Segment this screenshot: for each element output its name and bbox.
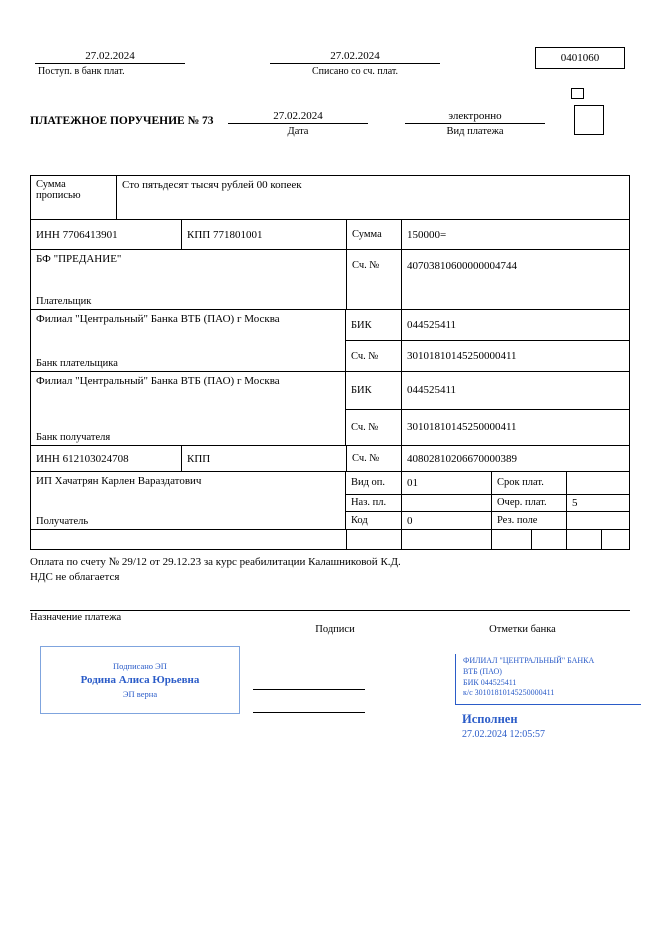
payment-kind-label: Вид платежа: [446, 126, 504, 137]
sum-label: Сумма: [346, 220, 401, 249]
debited-date-label: Списано со сч. плат.: [311, 66, 399, 77]
receiver-acc: 40802810206670000389: [401, 446, 629, 471]
receiver-kpp: КПП: [181, 446, 346, 471]
receiver-inn: ИНН 612103024708: [36, 452, 129, 465]
bank-marks-label: Отметки банка: [489, 624, 556, 635]
receiver-bank-acc-label: Сч. №: [350, 421, 379, 433]
purpose-caption-block: [30, 610, 630, 623]
ocher-plat-label: Очер. плат.: [491, 495, 566, 512]
payer-bank-row: [31, 309, 629, 371]
signer-name: Родина Алиса Юрьевна: [80, 674, 200, 686]
payer-acc-label: Сч. №: [346, 250, 401, 309]
payer-inn-row: [31, 219, 629, 249]
payer-row: [31, 249, 629, 309]
document-date-label: Дата: [287, 126, 309, 137]
operation-grid: [345, 472, 629, 529]
signature-stamp-title: Подписано ЭП: [113, 661, 167, 671]
payer-bank-name: Филиал "Центральный" Банка ВТБ (ПАО) г Москва: [36, 313, 280, 325]
receiver-bank-name: Филиал "Центральный" Банка ВТБ (ПАО) г Москва: [36, 375, 280, 387]
payer-bank-bik: 044525411: [401, 310, 629, 340]
bank-stamp-name-line1: ФИЛИАЛ "ЦЕНТРАЛЬНЫЙ" БАНКА: [463, 656, 595, 665]
amount-words-label: Сумма прописью: [36, 179, 81, 201]
payer-bank-bik-label: БИК: [350, 319, 372, 331]
bank-stamp-bik: БИК 044525411: [463, 677, 517, 687]
signature-valid-label: ЭП верна: [122, 689, 158, 699]
receiver-bank-cell: [31, 372, 345, 445]
receiver-row: [31, 471, 629, 529]
debited-date: 27.02.2024: [270, 50, 440, 64]
empty-cell: [491, 530, 531, 549]
empty-cell: [401, 530, 491, 549]
payer-bank-bik-row: [346, 310, 629, 340]
receiver-inn-row: [31, 445, 629, 471]
status-checkbox: [571, 88, 584, 99]
payer-bank-acc-row: [346, 340, 629, 371]
payer-bank-acc-label: Сч. №: [350, 350, 379, 362]
purpose-caption: Назначение платежа: [30, 612, 122, 623]
requisites-table: [30, 175, 630, 550]
payer-kpp: КПП 771801001: [181, 220, 346, 249]
receiver-bank-acc: 30101810145250000411: [401, 410, 629, 446]
empty-cell: [531, 530, 566, 549]
execution-datetime: 27.02.2024 12:05:57: [462, 729, 546, 741]
rez-pole-label: Рез. поле: [491, 512, 566, 529]
kod-label: Код: [350, 515, 368, 527]
naz-pl-label: Наз. пл.: [350, 497, 387, 509]
receiver-bank-bik: 044525411: [401, 372, 629, 409]
receiver-name: ИП Хачатрян Карлен Вараздатович: [36, 475, 202, 487]
signature-line-2: [253, 712, 365, 713]
bank-stamp: [455, 654, 641, 740]
vid-op-value: 01: [401, 472, 491, 494]
signature-line-1: [253, 689, 365, 690]
receiver-bank-acc-row: [346, 409, 629, 446]
rez-pole-value: [566, 512, 629, 529]
vid-op-label: Вид оп.: [350, 477, 386, 489]
receiver-bank-right: [345, 372, 629, 445]
payer-bank-caption: Банк плательщика: [36, 358, 118, 369]
payer-inn: ИНН 7706413901: [36, 228, 118, 241]
vid-op-row: [346, 472, 629, 494]
payment-kind: электронно: [405, 110, 545, 124]
execution-status: Исполнен: [462, 712, 518, 727]
receiver-bank-row: [31, 371, 629, 445]
empty-cell: [31, 530, 346, 549]
naz-pl-value: [401, 495, 491, 512]
document-date-block: [228, 110, 368, 137]
received-date: 27.02.2024: [35, 50, 185, 64]
empty-cell: [566, 530, 601, 549]
receiver-cell: [31, 472, 345, 529]
receiver-caption: Получатель: [36, 516, 89, 527]
receiver-bank-bik-label: БИК: [350, 384, 372, 396]
bank-stamp-details: [455, 654, 641, 705]
payer-name: БФ "ПРЕДАНИЕ": [36, 253, 122, 265]
payer-bank-right: [345, 310, 629, 371]
sum-value: 150000=: [401, 220, 629, 249]
payer-caption: Плательщик: [36, 296, 92, 307]
payer-bank-cell: [31, 310, 345, 371]
kod-value: 0: [401, 512, 491, 529]
naz-pl-row: [346, 494, 629, 512]
payment-kind-block: [405, 110, 545, 137]
bank-stamp-name-line2: ВТБ (ПАО): [463, 666, 502, 676]
form-code-box: 0401060: [535, 47, 625, 69]
extra-cells-row: [31, 529, 629, 549]
signature-stamp: [40, 646, 240, 714]
receiver-bank-caption: Банк получателя: [36, 432, 111, 443]
received-date-block: [35, 50, 185, 77]
amount-words-row: [31, 176, 629, 219]
empty-cell: [346, 530, 401, 549]
purpose-line1: Оплата по счету № 29/12 от 29.12.23 за курс реабилитации Калашниковой К.Д.: [30, 556, 401, 568]
srok-plat-label: Срок плат.: [491, 472, 566, 494]
receiver-bank-bik-row: [346, 372, 629, 409]
received-date-label: Поступ. в банк плат.: [38, 66, 125, 77]
document-date: 27.02.2024: [228, 110, 368, 124]
empty-box: [574, 105, 604, 135]
kod-row: [346, 511, 629, 529]
payer-acc: 40703810600000004744: [401, 250, 629, 309]
payer-cell: [31, 250, 346, 309]
ocher-plat-value: 5: [566, 495, 629, 512]
bank-stamp-corr-account: к/с 30101810145250000411: [463, 688, 555, 698]
purpose-line2: НДС не облагается: [30, 571, 120, 583]
srok-plat-value: [566, 472, 629, 494]
payer-bank-acc: 30101810145250000411: [401, 341, 629, 371]
signatures-label: Подписи: [315, 624, 355, 635]
amount-words-value: Сто пятьдесят тысяч рублей 00 копеек: [116, 176, 629, 219]
document-title: ПЛАТЕЖНОЕ ПОРУЧЕНИЕ № 73: [30, 115, 214, 127]
empty-cell: [601, 530, 629, 549]
receiver-acc-label: Сч. №: [346, 446, 401, 471]
debited-date-block: [270, 50, 440, 77]
